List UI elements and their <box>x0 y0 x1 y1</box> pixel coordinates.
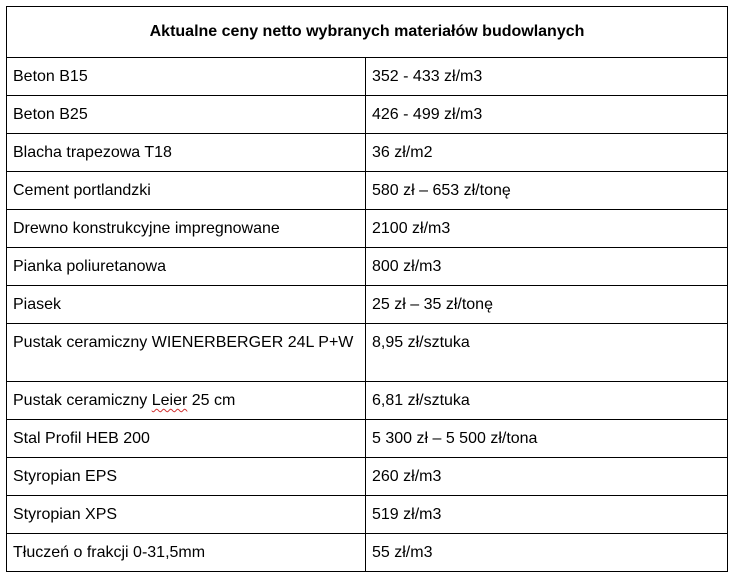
material-name: Pianka poliuretanowa <box>7 248 366 286</box>
material-name: Stal Profil HEB 200 <box>7 420 366 458</box>
material-price: 8,95 zł/sztuka <box>366 324 728 382</box>
table-row <box>7 496 728 534</box>
material-name-suffix: 25 cm <box>187 392 236 409</box>
material-price: 2100 zł/m3 <box>366 210 728 248</box>
material-name: Pustak ceramiczny WIENERBERGER 24L P+W <box>7 324 366 382</box>
material-price: 580 zł – 653 zł/tonę <box>366 172 728 210</box>
table-row <box>7 172 728 210</box>
table-header-row <box>7 7 728 58</box>
material-name: Cement portlandzki <box>7 172 366 210</box>
material-name: Drewno konstrukcyjne impregnowane <box>7 210 366 248</box>
table-row <box>7 286 728 324</box>
table-title: Aktualne ceny netto wybranych materiałów budowlanych <box>7 7 728 58</box>
material-price: 352 - 433 zł/m3 <box>366 58 728 96</box>
spellcheck-marked-word: Leier <box>151 392 188 409</box>
material-name: Beton B15 <box>7 58 366 96</box>
table-row <box>7 382 728 420</box>
table-row <box>7 534 728 572</box>
table-row <box>7 134 728 172</box>
material-name: Beton B25 <box>7 96 366 134</box>
material-name-prefix: Pustak ceramiczny <box>13 392 152 409</box>
table-row <box>7 248 728 286</box>
material-price: 6,81 zł/sztuka <box>366 382 728 420</box>
material-name: Tłuczeń o frakcji 0-31,5mm <box>7 534 366 572</box>
table-row <box>7 96 728 134</box>
material-price: 260 zł/m3 <box>366 458 728 496</box>
price-table <box>6 6 728 572</box>
material-price: 36 zł/m2 <box>366 134 728 172</box>
table-row <box>7 210 728 248</box>
material-price: 25 zł – 35 zł/tonę <box>366 286 728 324</box>
table-row <box>7 58 728 96</box>
material-price: 426 - 499 zł/m3 <box>366 96 728 134</box>
material-name: Piasek <box>7 286 366 324</box>
table-row <box>7 420 728 458</box>
material-name: Blacha trapezowa T18 <box>7 134 366 172</box>
material-price: 5 300 zł – 5 500 zł/tona <box>366 420 728 458</box>
material-name: Styropian EPS <box>7 458 366 496</box>
material-price: 519 zł/m3 <box>366 496 728 534</box>
material-price: 55 zł/m3 <box>366 534 728 572</box>
material-price: 800 zł/m3 <box>366 248 728 286</box>
table-row <box>7 458 728 496</box>
material-name <box>7 382 366 420</box>
table-row <box>7 324 728 382</box>
material-name: Styropian XPS <box>7 496 366 534</box>
